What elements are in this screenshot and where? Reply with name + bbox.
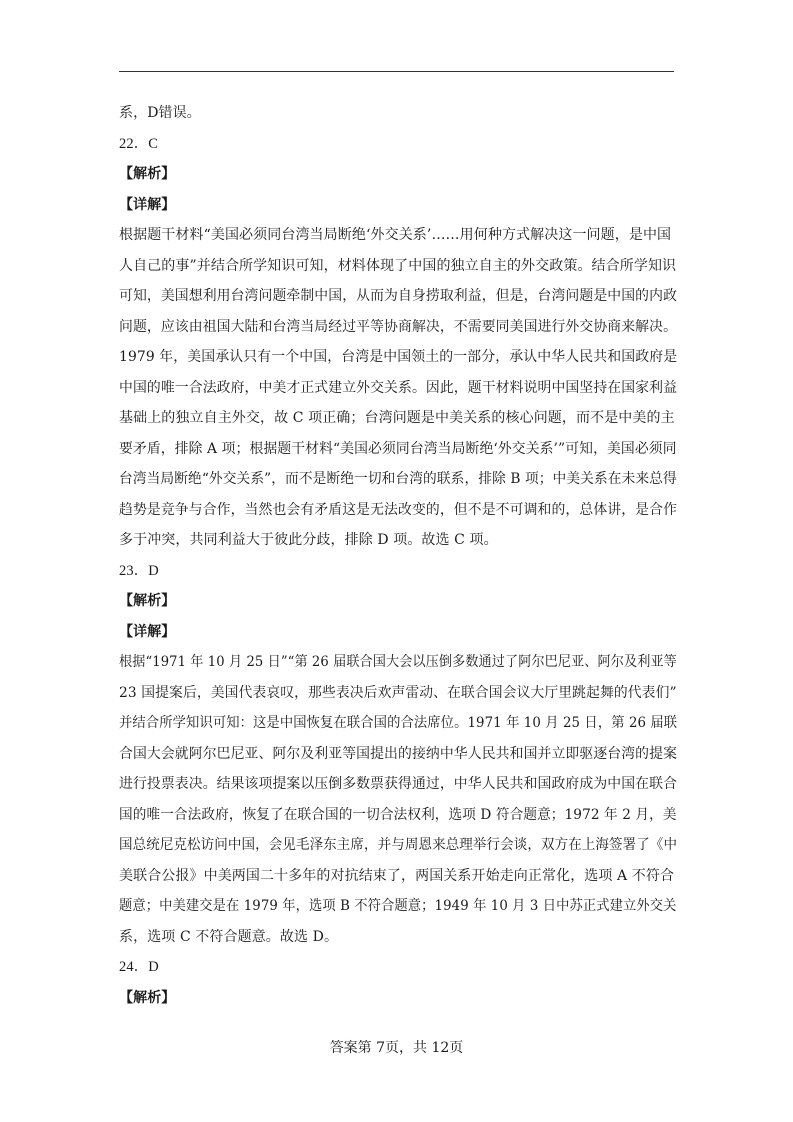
answer-heading: 23．D	[119, 562, 159, 579]
text-line: 题意；中美建交是在 1979 年，选项 B 不符合题意；1949 年 10 月 3 日中苏正式建立外交关	[119, 898, 677, 914]
detail-tag: 【详解】	[119, 623, 176, 640]
text-line: 并结合所学知识可知：这是中国恢复在联合国的合法席位。1971 年 10 月 25 日，第 26 届联	[119, 715, 678, 731]
text-line: 人自己的事”并结合所学知识可知，材料体现了中国的独立自主的外交政策。结合所学知识	[119, 257, 677, 274]
text-line: 根据“1971 年 10 月 25 日”“第 26 届联合国大会以压倒多数通过了阿尔巴尼亚、阿尔及利亚等	[119, 654, 677, 670]
text-line: 美联合公报》中美两国二十多年的对抗结束了，两国关系开始走向正常化，选项 A 不符合	[119, 867, 675, 884]
text-line: 可知，美国想利用台湾问题牵制中国，从而为自身捞取利益，但是，台湾问题是中国的内政	[119, 288, 678, 304]
text-line: 中国的唯一合法政府，中美才正式建立外交关系。因此，题干材料说明中国坚持在国家利益	[119, 379, 678, 396]
text-line: 合国大会就阿尔巴尼亚、阿尔及利亚等国提出的接纳中华人民共和国并立即驱逐台湾的提案	[119, 745, 678, 762]
text-line: 根据题干材料“美国必须同台湾当局断绝‘外交关系’……用何种方式解决这一问题，是中国	[119, 227, 672, 243]
text-line: 系，选项 C 不符合题意。故选 D。	[119, 928, 339, 945]
analysis-tag: 【解析】	[119, 166, 176, 182]
text-line: 国的唯一合法政府，恢复了在联合国的一切合法权利，选项 D 符合题意；1972 年 2 月，美	[119, 806, 677, 823]
text-line: 台湾当局断绝“外交关系”，而不是断绝一切和台湾的联系，排除 B 项；中美关系在未来总得	[119, 471, 677, 487]
text-line: 趋势是竞争与合作，当然也会有矛盾这是无法改变的，但不是不可调和的，总体讲，是合作	[119, 501, 678, 518]
text-line: 23 国提案后，美国代表哀叹，那些表决后欢声雷动、在联合国会议大厅里跳起舞的代表们”	[119, 684, 677, 701]
document-body	[119, 98, 677, 1013]
text-line: 系，D错误。	[119, 105, 201, 121]
text-line: 基础上的独立自主外交，故 C 项正确；台湾问题是中美关系的核心问题，而不是中美的主	[119, 410, 675, 426]
text-line: 国总统尼克松访问中国，会见毛泽东主席，并与周恩来总理举行会谈，双方在上海签署了《中	[119, 837, 678, 853]
text-line: 多于冲突，共同利益大于彼此分歧，排除 D 项。故选 C 项。	[119, 532, 498, 548]
header-rule	[119, 71, 674, 72]
answer-heading: 22．C	[119, 135, 159, 152]
page-footer: 答案第 7页，共 12页	[329, 1040, 464, 1056]
analysis-tag: 【解析】	[119, 593, 176, 609]
answer-heading: 24．D	[119, 959, 159, 975]
analysis-tag: 【解析】	[119, 989, 176, 1006]
text-line: 进行投票表决。结果该项提案以压倒多数票获得通过，中华人民共和国政府成为中国在联合	[119, 776, 678, 792]
detail-tag: 【详解】	[119, 196, 176, 213]
text-line: 1979 年，美国承认只有一个中国，台湾是中国领土的一部分，承认中华人民共和国政府是	[119, 349, 678, 365]
text-line: 问题，应该由祖国大陆和台湾当局经过平等协商解决，不需要同美国进行外交协商来解决。	[119, 318, 678, 335]
text-line: 要矛盾，排除 A 项；根据题干材料“美国必须同台湾当局断绝‘外交关系’”可知，美国必须同	[119, 440, 677, 457]
